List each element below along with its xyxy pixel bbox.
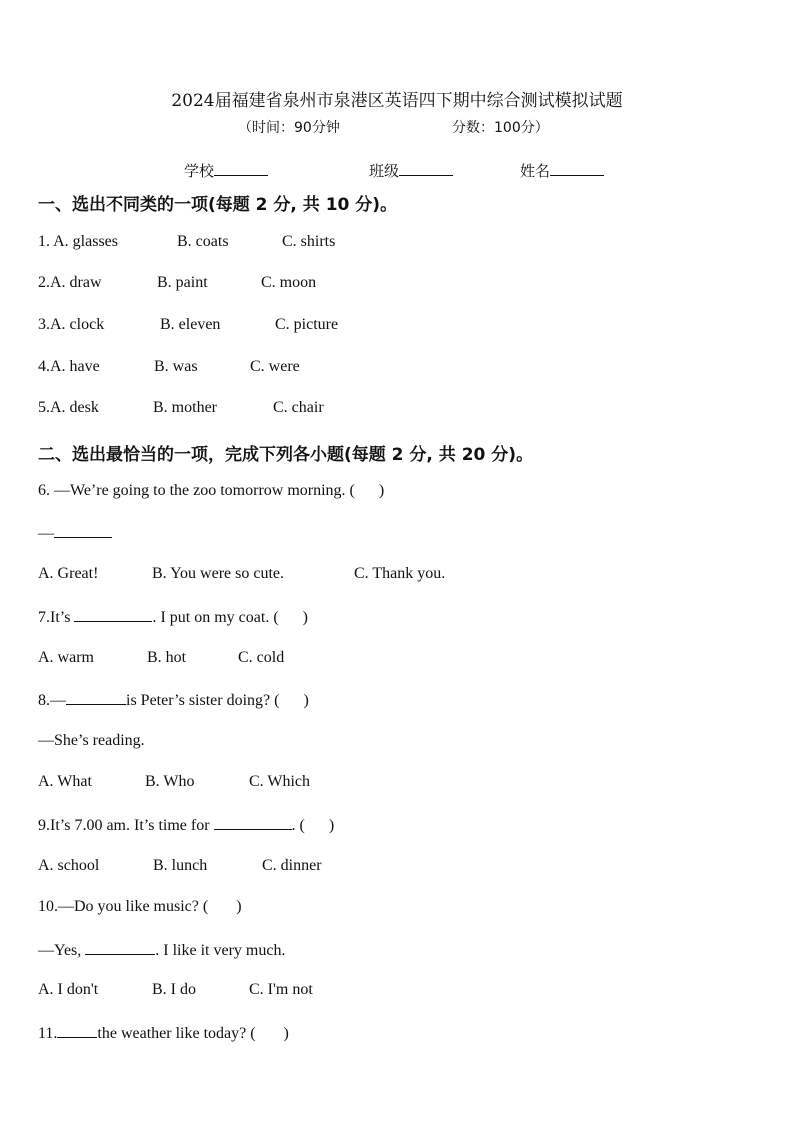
q10-option-a: A. I don't bbox=[38, 981, 99, 998]
q11-blank[interactable] bbox=[57, 1023, 97, 1038]
q8-blank[interactable] bbox=[66, 690, 126, 705]
question-7-stem: 7.It’s . I put on my coat. ( ) bbox=[38, 609, 308, 626]
question-3 bbox=[38, 316, 104, 334]
q10-option-b: B. I do bbox=[152, 981, 196, 998]
q5-option-a: 5.A. desk bbox=[38, 399, 99, 416]
q9-blank[interactable] bbox=[214, 815, 292, 830]
q5-option-c: C. chair bbox=[273, 399, 324, 416]
question-5 bbox=[38, 399, 99, 417]
q3-option-b: B. eleven bbox=[160, 316, 221, 333]
q6-option-b: B. You were so cute. bbox=[152, 565, 284, 582]
q7-option-a: A. warm bbox=[38, 649, 94, 666]
q4-option-c: C. were bbox=[250, 358, 300, 375]
question-9-stem: 9.It’s 7.00 am. It’s time for . ( ) bbox=[38, 817, 335, 834]
q2-option-a: 2.A. draw bbox=[38, 274, 102, 291]
question-11-stem: 11. the weather like today? ( ) bbox=[38, 1025, 289, 1042]
q6-option-c: C. Thank you. bbox=[354, 565, 446, 582]
q7-option-c: C. cold bbox=[238, 649, 285, 666]
name-field bbox=[520, 160, 604, 181]
q8-option-c: C. Which bbox=[249, 773, 311, 790]
q9-option-b: B. lunch bbox=[153, 857, 208, 874]
q3-option-c: C. picture bbox=[275, 316, 339, 333]
q8-option-a: A. What bbox=[38, 773, 92, 790]
q9-option-a: A. school bbox=[38, 857, 100, 874]
q5-option-b: B. mother bbox=[153, 399, 217, 416]
q1-option-b: B. coats bbox=[177, 233, 229, 250]
q3-option-a: 3.A. clock bbox=[38, 316, 105, 333]
question-10-stem: 10.—Do you like music? ( ) bbox=[38, 898, 242, 915]
class-blank[interactable] bbox=[399, 161, 453, 176]
q2-option-c: C. moon bbox=[261, 274, 317, 291]
question-6-stem: 6. —We’re going to the zoo tomorrow morning. ( ) bbox=[38, 482, 385, 499]
school-blank[interactable] bbox=[214, 161, 268, 176]
q8-option-b: B. Who bbox=[145, 773, 195, 790]
class-label: 班级 bbox=[369, 162, 400, 180]
q10-blank[interactable] bbox=[85, 940, 155, 955]
class-field bbox=[369, 160, 453, 181]
question-1 bbox=[38, 233, 118, 251]
exam-title: 2024届福建省泉州市泉港区英语四下期中综合测试模拟试题 bbox=[171, 91, 623, 111]
q9-option-c: C. dinner bbox=[262, 857, 322, 874]
school-label: 学校 bbox=[184, 162, 215, 180]
question-6-reply: — bbox=[38, 523, 112, 543]
q7-blank[interactable] bbox=[74, 607, 152, 622]
q7-option-b: B. hot bbox=[147, 649, 187, 666]
section1-heading: 一、选出不同类的一项(每题 2 分, 共 10 分)。 bbox=[38, 195, 398, 215]
question-2 bbox=[38, 274, 102, 292]
question-4 bbox=[38, 358, 100, 376]
q2-option-b: B. paint bbox=[157, 274, 208, 291]
q4-option-b: B. was bbox=[154, 358, 198, 375]
q10-option-c: C. I'm not bbox=[249, 981, 313, 998]
name-blank[interactable] bbox=[550, 161, 604, 176]
question-8-reply: —She’s reading. bbox=[38, 732, 145, 749]
q4-option-a: 4.A. have bbox=[38, 358, 100, 375]
question-10-reply: —Yes, . I like it very much. bbox=[38, 942, 286, 959]
q6-option-a: A. Great! bbox=[38, 565, 99, 582]
exam-time: （时间：90分钟 bbox=[238, 120, 340, 136]
exam-score: 分数：100分） bbox=[452, 120, 549, 136]
school-field bbox=[184, 160, 268, 181]
q1-option-c: C. shirts bbox=[282, 233, 336, 250]
q1-option-a: 1. A. glasses bbox=[38, 233, 118, 250]
section2-heading: 二、选出最恰当的一项，完成下列各小题(每题 2 分, 共 20 分)。 bbox=[38, 445, 534, 465]
name-label: 姓名 bbox=[520, 162, 551, 180]
question-8-stem: 8.— is Peter’s sister doing? ( ) bbox=[38, 692, 309, 709]
q6-blank[interactable] bbox=[54, 523, 112, 538]
